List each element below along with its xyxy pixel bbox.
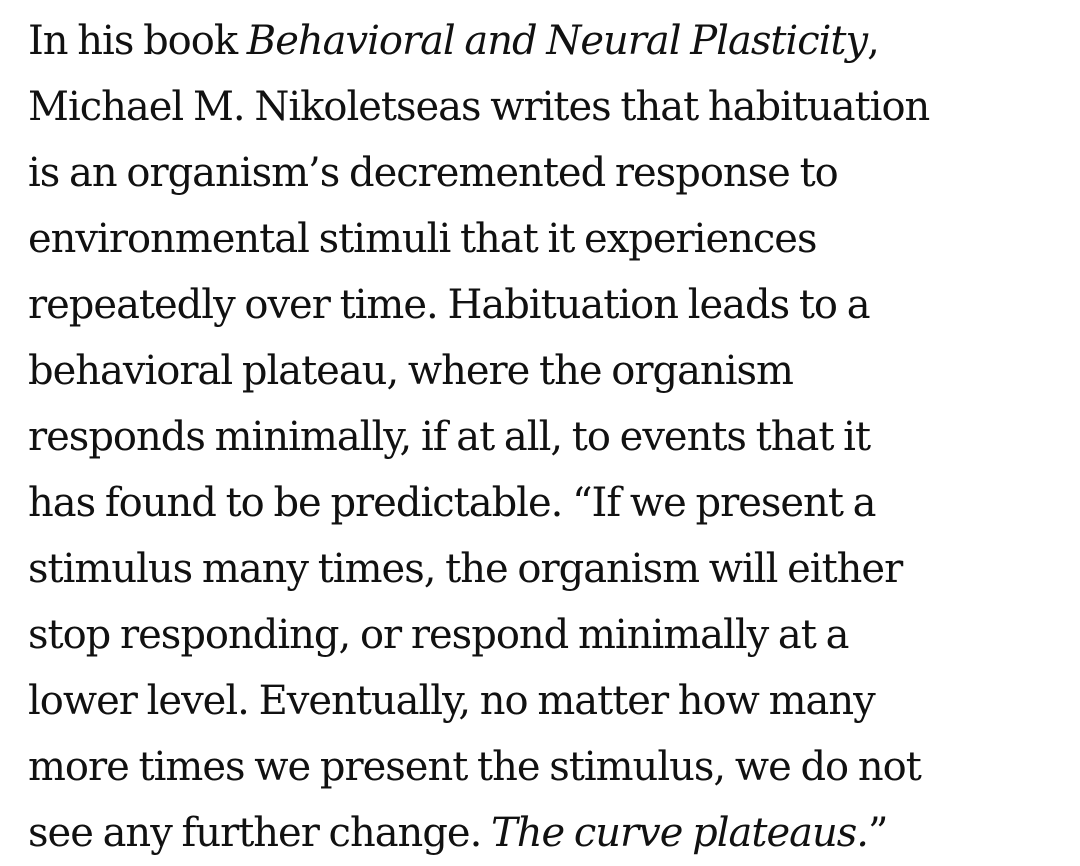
- intro-text: In his book: [28, 18, 247, 64]
- line-9: stimulus many times, the organism will either: [28, 546, 903, 592]
- line-12: more times we present the stimulus, we do not: [28, 744, 921, 790]
- line-4: environmental stimuli that it experiences: [28, 216, 817, 262]
- line-10: stop responding, or respond minimally at a: [28, 612, 849, 658]
- body-paragraph: [28, 8, 1080, 866]
- line-1: [28, 8, 1080, 74]
- line-3: is an organism’s decremented response to: [28, 150, 838, 196]
- line-8: has found to be predictable. “If we present a: [28, 480, 876, 526]
- comma-text: ,: [867, 18, 879, 64]
- line-2: Michael M. Nikoletseas writes that habituation: [28, 84, 930, 130]
- quote-emphasis: The curve plateaus.: [491, 810, 868, 856]
- line-13: [28, 800, 1080, 866]
- closing-quote: ”: [867, 810, 888, 856]
- line-5: repeatedly over time. Habituation leads to a: [28, 282, 870, 328]
- line-7: responds minimally, if at all, to events that it: [28, 414, 871, 460]
- book-title: Behavioral and Neural Plasticity: [246, 18, 868, 64]
- line-6: behavioral plateau, where the organism: [28, 348, 793, 394]
- line-11: lower level. Eventually, no matter how many: [28, 678, 875, 724]
- line-13-start: see any further change.: [28, 810, 492, 856]
